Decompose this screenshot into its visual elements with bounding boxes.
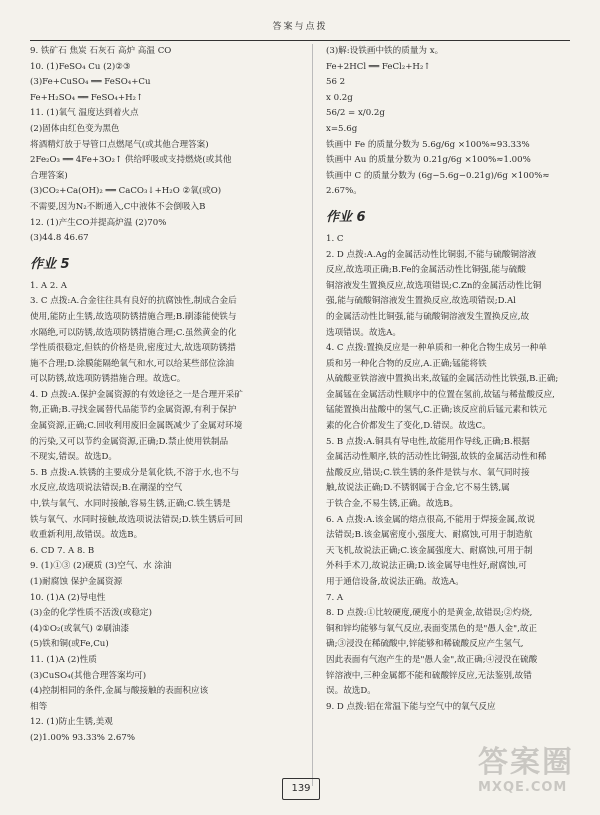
answer-line: (3)Fe+CuSO₄ ══ FeSO₄+Cu (30, 77, 151, 88)
answer-line: 金属活动性顺序,铁的活动性比铜强,故铁的金属活动性和稀 (326, 452, 547, 463)
answer-line: 的金属活动性比铜强,能与硫酸铜溶液发生置换反应,故 (326, 311, 530, 322)
answer-line: (2)1.00% 93.33% 2.67% (30, 732, 136, 743)
header-title: 答案与点拨 (272, 22, 328, 32)
answer-line: 铜溶液发生置换反应,故选项错误;C.Zn的金属活动性比铜 (326, 280, 542, 291)
right-column (326, 44, 576, 715)
answer-line: 2.67%。 (326, 186, 362, 197)
answer-line: (2)固体由红色变为黑色 (30, 123, 120, 134)
answer-line: (1)耐腐蚀 保护金属资源 (30, 577, 123, 587)
answer-line: 反应,故选项正确;B.Fe的金属活动性比铜强,能与硫酸 (326, 265, 526, 276)
answer-line: 9. D 点拨:铝在常温下能与空气中的氧气反应 (326, 701, 496, 712)
left-answers-bottom (30, 279, 298, 747)
answer-line: 1. C (326, 233, 344, 244)
answer-line: 不需要,因为N₂不断通入,C中液体不会倒吸入B (30, 201, 206, 212)
answer-line: 强,能与硫酸铜溶液发生置换反应,故选项错误;D.Al (326, 296, 516, 307)
answer-line: 因此表面有气泡产生的是"愚人金",故正确;④浸没在硫酸 (326, 654, 538, 665)
column-divider (312, 44, 313, 786)
answer-line: (3)44.8 46.67 (30, 233, 89, 244)
answer-line: 6. A 点拨:A.该金属的熔点很高,不能用于焊接金属,故说 (326, 514, 536, 525)
answer-line: 物,正确;B.寻找金属替代品能节约金属资源,有利于保护 (30, 405, 237, 416)
answer-line: 12. (1)防止生锈,美观 (30, 717, 113, 728)
answer-line: 56/2 = x/0.2g (326, 108, 385, 119)
answer-line: 6. CD 7. A 8. B (30, 545, 95, 556)
answer-line: 盐酸反应,错误;C.铁生锈的条件是铁与水、氧气同时接 (326, 467, 530, 478)
watermark-logo-text: 答案圈 (478, 745, 574, 780)
answer-line: x 0.2g (326, 92, 353, 103)
answer-line: 确;③浸没在稀硫酸中,锌能够和稀硫酸反应产生氢气, (326, 639, 524, 650)
answer-line: 水反应,故选项说法错误;B.在潮湿的空气 (30, 483, 183, 494)
answer-line: 11. (1)A (2)性质 (30, 654, 97, 665)
answer-line: 7. A (326, 592, 344, 603)
answer-line: 10. (1)FeSO₄ Cu (2)②③ (30, 61, 131, 72)
answer-line: (4)控制相同的条件,金属与酸接触的表面积应该 (30, 686, 209, 697)
answer-line: 学性质很稳定,但铁的价格是贵,密度过大,故选项防锈措 (30, 343, 236, 354)
answer-line: 施不合理;D.涂膜能隔绝氧气和水,可以给某些部位涂油 (30, 358, 235, 369)
section-title-homework-6: 作业 6 (326, 209, 366, 225)
answer-line: 56 2 (326, 77, 346, 88)
answer-line: 铁画中 Au 的质量分数为 0.21g/6g ×100%≈1.00% (326, 155, 531, 166)
answer-line: 金属锰在金属活动性顺序中的位置在氢前,故锰与稀盐酸反应, (326, 389, 555, 400)
page-number: 139 (282, 778, 320, 800)
answer-line: 相等 (30, 701, 48, 712)
answer-line: 水隔绝,可以防锈,故选项防锈措施合理;C.虽然黄金的化 (30, 327, 237, 338)
right-answers-bottom (326, 232, 576, 715)
right-answers-top (326, 44, 576, 200)
answer-line: 用于通信设备,故说法正确。故选A。 (326, 577, 464, 587)
answer-line: 素的化合价都发生了变化,D.错误。故选C。 (326, 421, 491, 432)
answer-line: 于铁合金,不易生锈,正确。故选B。 (326, 499, 459, 510)
answer-line: 从硫酸亚铁溶液中置换出来,故锰的金属活动性比铁强,B.正确; (326, 374, 559, 385)
answer-line: 将酒精灯放于导管口点燃尾气(或其他合理答案) (30, 139, 209, 150)
answer-line: 中,铁与氧气、水同时接触,容易生锈,正确;C.铁生锈是 (30, 499, 231, 510)
answer-line: 锰能置换出盐酸中的氢气,C.正确;该反应前后锰元素和铁元 (326, 405, 547, 416)
answer-line: 1. A 2. A (30, 280, 68, 291)
answer-line: 铁画中 C 的质量分数为 (6g−5.6g−0.21g)/6g ×100%≈ (326, 170, 550, 181)
answer-line: 质和另一种化合物的反应,A.正确;锰能将铁 (326, 358, 487, 369)
answer-line: 误。故选D。 (326, 686, 376, 697)
left-column (30, 44, 298, 747)
answer-line: (3)CO₂+Ca(OH)₂ ══ CaCO₃↓+H₂O ②氧(或O) (30, 186, 222, 197)
answer-line: 8. D 点拨:①比较硬度,硬度小的是黄金,故错误;②灼烧, (326, 608, 533, 619)
answer-line: 触,故说法正确;D.不锈钢属于合金,它不易生锈,属 (326, 483, 510, 494)
answer-line: 5. B 点拨:A.铜具有导电性,故能用作导线,正确;B.根据 (326, 436, 530, 447)
answer-line: 10. (1)A (2)导电性 (30, 592, 106, 603)
answer-line: 合理答案) (30, 170, 68, 181)
section-title-homework-5: 作业 5 (30, 256, 70, 272)
left-answers-top (30, 44, 298, 247)
watermark-logo (478, 746, 590, 808)
page-header (30, 14, 570, 41)
watermark-url: MXQE.COM (478, 780, 568, 795)
answer-line: 铁画中 Fe 的质量分数为 5.6g/6g ×100%≈93.33% (326, 139, 530, 150)
answer-line: 收重新利用,故错误。故选B。 (30, 530, 143, 541)
answer-line: (4)①O₂(或氧气) ②刷油漆 (30, 623, 130, 634)
answer-line: 4. C 点拨:置换反应是一种单质和一种化合物生成另一种单 (326, 343, 547, 354)
answer-line: 选项错误。故选A。 (326, 327, 401, 338)
answer-line: 金属资源,正确;C.回收利用废旧金属既减少了金属对环境 (30, 421, 243, 432)
answer-line: 2Fe₂O₃ ══ 4Fe+3O₂↑ 供给呼吸或支持燃烧(或其他 (30, 155, 232, 166)
answer-line: 12. (1)产生CO并提高炉温 (2)70% (30, 217, 167, 228)
answer-line: 不现实,错误。故选D。 (30, 452, 117, 463)
answer-line: 法错误;B.该金属密度小,强度大、耐腐蚀,可用于制造航 (326, 530, 533, 541)
answer-line: 5. B 点拨:A.铁锈的主要成分是氧化铁,不溶于水,也不与 (30, 467, 240, 478)
answer-line: 的污染,又可以节约金属资源,正确;D.禁止使用铁制品 (30, 436, 229, 447)
answer-line: 锌溶液中,三种金属都不能和硫酸锌反应,无法鉴别,故错 (326, 670, 532, 681)
answer-line: Fe+2HCl ══ FeCl₂+H₂↑ (326, 61, 431, 72)
answer-line: 9. 铁矿石 焦炭 石灰石 高炉 高温 CO (30, 46, 172, 56)
answer-line: (5)铁和铜(或Fe,Cu) (30, 639, 109, 650)
answer-line: 4. D 点拨:A.保护金属资源的有效途径之一是合理开采矿 (30, 389, 243, 400)
answer-line: 可以防锈,故选项防锈措施合理。故选C。 (30, 374, 186, 385)
answer-line: (3)CuSO₄(其他合理答案均可) (30, 670, 147, 681)
answer-line: 3. C 点拨:A.合金往往具有良好的抗腐蚀性,制成合金后 (30, 296, 237, 307)
answer-line: x=5.6g (326, 123, 358, 134)
answer-line: 外科手术刀,故说法正确;D.该金属导电性好,耐腐蚀,可 (326, 561, 527, 572)
answer-line: 9. (1)①③ (2)硬质 (3)空气、水 涂油 (30, 561, 172, 572)
answer-line: Fe+H₂SO₄ ══ FeSO₄+H₂↑ (30, 92, 144, 103)
answer-line: 使用,能防止生锈,故选项防锈措施合理;B.刷漆能使铁与 (30, 311, 237, 322)
answer-line: (3)解:设铁画中铁的质量为 x。 (326, 46, 444, 56)
answer-line: (3)金的化学性质不活泼(或稳定) (30, 608, 153, 619)
answer-line: 2. D 点拨:A.Ag的金属活动性比铜弱,不能与硫酸铜溶液 (326, 249, 537, 260)
answer-line: 11. (1)氧气 温度达到着火点 (30, 108, 139, 119)
answer-line: 天飞机,故说法正确;C.该金属强度大、耐腐蚀,可用于制 (326, 545, 533, 556)
answer-line: 铜和锌均能够与氧气反应,表面变黑色的是"愚人金",故正 (326, 623, 538, 634)
answer-line: 铁与氧气、水同时接触,故选项说法错误;D.铁生锈后可回 (30, 514, 243, 525)
